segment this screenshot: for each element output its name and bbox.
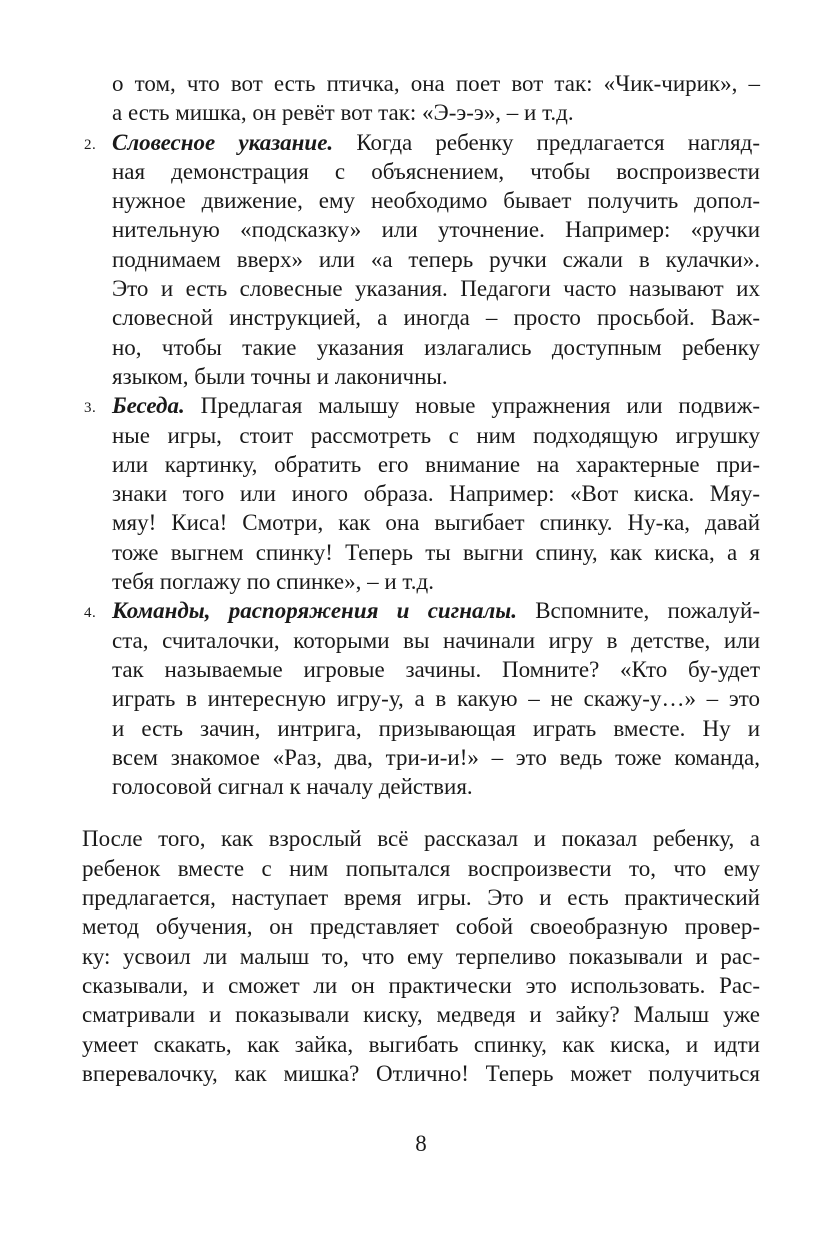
page-number: 8 xyxy=(415,1131,427,1156)
text-line: Это и есть словесные указания. Педагоги часто называют их xyxy=(112,276,760,302)
text-line: нужное движение, ему необходимо бывает получить допол- xyxy=(112,188,760,214)
text-line: о том, что вот есть птичка, она поет вот так: «Чик-чирик», – xyxy=(112,71,760,96)
text-line: умеет скакать, как зайка, выгибать спинку, как киска, и идти xyxy=(82,1031,760,1057)
text-line: голосовой сигнал к началу действия. xyxy=(112,774,473,800)
text-line: ные игры, стоит рассмотреть с ним подходящую игрушку xyxy=(112,422,760,448)
text-line: знаки того или иного образа. Например: «Вот киска. Мяу- xyxy=(112,481,760,507)
text-line: ребенок вместе с ним попытался воспроизвести то, что ему xyxy=(82,855,760,881)
paragraph xyxy=(82,824,760,1088)
text-line: языком, были точны и лаконичны. xyxy=(112,363,448,389)
text-line: мяу! Киса! Смотри, как она выгибает спинку. Ну-ка, давай xyxy=(112,510,760,536)
text-line: После того, как взрослый всё рассказал и показал ребенку, а xyxy=(82,826,760,852)
text-line: ная демонстрация с объяснением, чтобы воспроизвести xyxy=(112,158,760,184)
list-item-heading: Команды, распоряжения и сигналы. xyxy=(112,598,517,624)
text-line: но, чтобы такие указания излагались доступным ребенку xyxy=(112,334,760,360)
list-item-heading: Словесное указание. xyxy=(112,129,334,155)
text-line: так называемые игровые зачины. Помните? «Кто бу-удет xyxy=(112,656,760,682)
text-line: всем знакомое «Раз, два, три-и-и!» – это ведь тоже команда, xyxy=(112,744,760,770)
text-line: играть в интересную игру-у, а в какую – не скажу-у…» – это xyxy=(112,686,760,712)
text-line: предлагается, наступает время игры. Это и есть практический xyxy=(82,885,760,911)
list-item-heading: Беседа. xyxy=(112,393,185,419)
text-line: или картинку, обратить его внимание на характерные при- xyxy=(112,451,760,477)
text-line: словесной инструкцией, а иногда – просто просьбой. Важ- xyxy=(112,305,760,331)
text-line: Команды, распоряжения и сигналы. Вспомните, пожалуй- xyxy=(112,598,760,624)
list-item-number: 3. xyxy=(84,400,97,417)
list-item-number: 2. xyxy=(84,136,97,153)
text-line: а есть мишка, он ревёт вот так: «Э-э-э», – и т.д. xyxy=(112,100,574,126)
page-text xyxy=(82,69,760,1088)
text-line: тебя поглажу по спинке», – и т.д. xyxy=(112,569,434,595)
text-line: вперевалочку, как мишка? Отлично! Теперь может получиться xyxy=(82,1060,760,1086)
text-line: метод обучения, он представляет собой своеобразную провер- xyxy=(82,914,760,940)
text-line: тоже выгнем спинку! Теперь ты выгни спину, как киска, а я xyxy=(112,539,760,565)
text-line: ста, считалочки, которыми вы начинали игру в детстве, или xyxy=(112,627,760,653)
text-line: ку: усвоил ли малыш то, что ему терпеливо показывали и рас- xyxy=(82,943,760,969)
list-item-continuation xyxy=(82,69,760,128)
list-item xyxy=(82,391,760,596)
list-item-number: 4. xyxy=(84,605,97,622)
text-line: Словесное указание. Когда ребенку предлагается нагляд- xyxy=(112,129,761,155)
text-line: Беседа. Предлагая малышу новые упражнения или подвиж- xyxy=(112,393,760,419)
list-item xyxy=(82,596,760,801)
text-line: сказывали, и сможет ли он практически это использовать. Рас- xyxy=(82,972,760,998)
list-item xyxy=(82,128,760,392)
text-line: нительную «подсказку» или уточнение. Например: «ручки xyxy=(112,217,760,243)
text-line: и есть зачин, интрига, призывающая играть вместе. Ну и xyxy=(112,715,760,741)
text-line: сматривали и показывали киску, медведя и зайку? Малыш уже xyxy=(82,1002,760,1028)
text-line: поднимаем вверх» или «а теперь ручки сжали в кулачки». xyxy=(112,246,760,272)
